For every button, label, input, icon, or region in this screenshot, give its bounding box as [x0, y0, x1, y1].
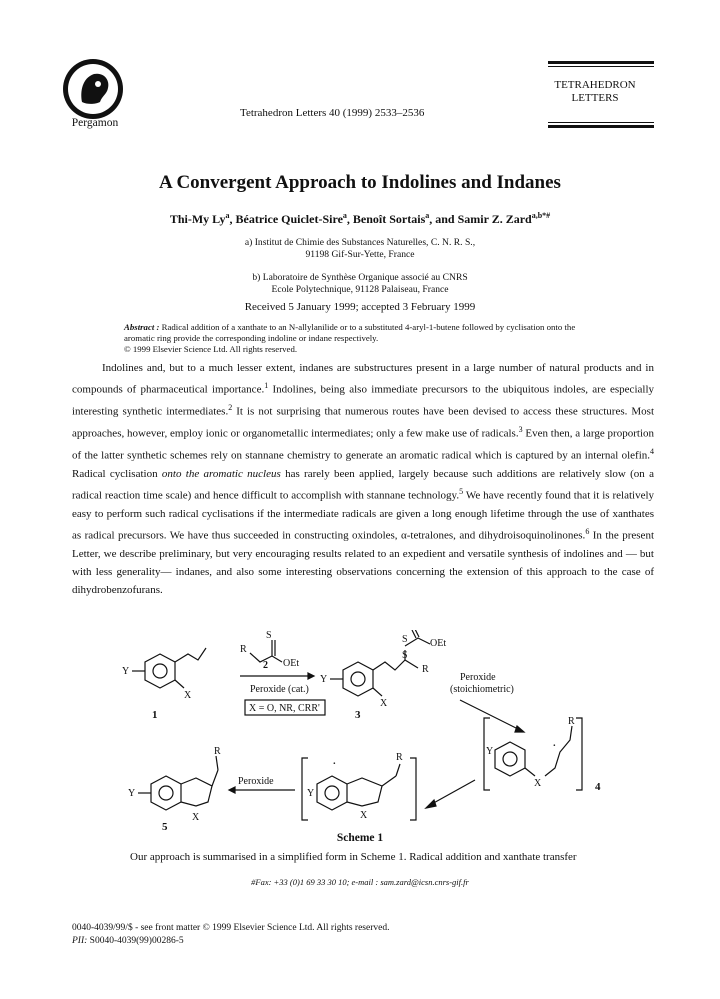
r-group-label: R [214, 746, 221, 757]
substituent-label: Y [320, 674, 328, 685]
abstract-copyright: © 1999 Elsevier Science Ltd. All rights reserved. [124, 344, 298, 354]
substituent-label: Y [486, 746, 494, 757]
xanthate-r-label: R [240, 644, 247, 655]
radical-dot: · [552, 739, 557, 754]
reaction-scheme [100, 630, 620, 830]
compound-number-1: 1 [152, 709, 158, 721]
abstract-label: Abstract : [124, 322, 160, 332]
heteroatom-label: X [360, 810, 368, 821]
radical-dot: · [332, 757, 337, 772]
heteroatom-label: X [192, 812, 200, 823]
xanthate-s-label: S [266, 630, 272, 641]
footer-copyright: 0040-4039/99/$ - see front matter © 1999 Elsevier Science Ltd. All rights reserved. [72, 923, 390, 933]
text-run: In the present Letter, we describe preliminary, but very encouraging results related to an expedient and versatile synthesis of indolines and — but with less generality— indanes, and also some interesting observations concerning the extension of this approach to the case of dihydrobenzofurans. [72, 529, 654, 597]
reference-mark[interactable]: 4 [650, 446, 654, 456]
footer-pii [72, 936, 184, 946]
compound-number-2: 2 [263, 660, 268, 671]
header-rule-top-thin [548, 66, 654, 67]
heteroatom-label: X [184, 690, 192, 701]
journal-name [540, 79, 650, 105]
heteroatom-label: X [380, 698, 388, 709]
reagent-stoichiometric-note: (stoichiometric) [450, 684, 514, 695]
header-rule-bottom-thin [548, 122, 654, 123]
benzene-ring-1 [132, 648, 206, 688]
reference-mark[interactable]: 2 [228, 403, 233, 413]
body-text [72, 359, 654, 599]
r-group-label: R [568, 716, 575, 727]
r-group-label: R [396, 752, 403, 763]
sulfur-label: S [402, 650, 408, 661]
received-dates: Received 5 January 1999; accepted 3 February 1999 [244, 301, 476, 313]
text-run: has rarely been applied, largely because such additions are relatively slow (on a radical reaction time scale) and hence difficult to accomplish with stannane technology. [72, 467, 654, 502]
bracket-right [410, 758, 416, 820]
author-affil-mark: a [425, 211, 430, 220]
abstract [124, 322, 604, 355]
reaction-arrow-3 [430, 780, 475, 805]
author-affil-mark: a [225, 211, 230, 220]
reference-mark[interactable]: 6 [585, 526, 590, 536]
publisher-name: Pergamon [71, 117, 119, 129]
pii-value: S0040-4039(99)00286-5 [87, 936, 184, 946]
author-affil-mark: a,b*# [531, 211, 551, 220]
compound-number-5: 5 [162, 821, 168, 830]
radical-intermediate [317, 764, 400, 810]
journal-citation: Tetrahedron Letters 40 (1999) 2533–2536 [240, 107, 425, 119]
compound-number-3: 3 [355, 709, 361, 721]
affiliation-a-line-1: a) Institut de Chimie des Substances Naturelles, C. N. R. S., [244, 237, 476, 248]
author-name: Thi-My Ly [169, 212, 226, 226]
condition-text: X = O, NR, CRR' [249, 703, 320, 714]
header-rule-bottom [548, 125, 654, 128]
reference-mark[interactable]: 3 [518, 424, 523, 434]
text-run: It is not surprising that numerous routes have been devised to access these structures. Most approaches, however, employ ionic or organometallic intermediates; only a few make use of radicals. [72, 405, 655, 440]
reagent-catalytic: Peroxide (cat.) [250, 684, 309, 695]
author-name: Béatrice Quiclet-Sire [235, 212, 343, 226]
scheme-caption: Scheme 1 [336, 832, 384, 844]
arrowhead [308, 673, 314, 679]
oet-label: OEt [430, 638, 447, 649]
paper-title: A Convergent Approach to Indolines and Indanes [159, 172, 561, 193]
correspondence-footnote: #Fax: +33 (0)1 69 33 30 10; e-mail : sam.zard@icsn.cnrs-gif.fr [251, 877, 469, 887]
bracket-right [576, 718, 582, 790]
arrowhead [426, 800, 436, 808]
author-name: Benoît Sortais [352, 212, 426, 226]
reagent-peroxide: Peroxide [238, 776, 274, 787]
xanthate-structure [250, 640, 282, 662]
compound-number-4: 4 [595, 781, 601, 793]
text-run: Even then, a large proportion of the latter synthetic schemes rely on stannane chemistry to generate an aromatic radical which is captured by an internal olefin. [72, 427, 654, 462]
arrowhead [515, 726, 524, 732]
pii-label: PII: [72, 936, 88, 946]
substituent-label: Y [307, 788, 315, 799]
emphasis: onto the aromatic nucleus [161, 467, 281, 480]
reference-mark[interactable]: 1 [264, 381, 269, 391]
reagent-stoichiometric: Peroxide [460, 672, 496, 683]
substituent-label: Y [128, 788, 136, 799]
r-group-label: R [422, 664, 429, 675]
text-run: Indolines and, but to a much lesser extent, indanes are substructures present in a large number of natural products and in compounds of pharmaceutical importance. [72, 362, 654, 396]
journal-line-2: LETTERS [571, 92, 619, 104]
author-affil-mark: a [342, 211, 347, 220]
benzene-ring-5 [138, 756, 218, 810]
text-run: We have recently found that it is relatively easy to perform such radical cyclisations if the intermediate radicals are given a long enough lifetime through the use of xanthates as radical precursors. We have thus succeeded in constructing oxindoles, α-tetralones, and dihydroisoquinolinones. [72, 489, 655, 542]
author-name: Samir Z. Zard [457, 212, 532, 226]
paragraph [72, 359, 654, 599]
xanthate-oet-label: OEt [283, 658, 300, 669]
affiliation-b-line-2: Ecole Polytechnique, 91128 Palaiseau, France [271, 284, 449, 295]
abstract-text: Radical addition of a xanthate to an N-allylanilide or to a substituted 4-aryl-1-butene followed by cyclisation onto the aromatic ring provide the corresponding indoline or indane respectively. [124, 322, 576, 343]
thione-s-label: S [402, 634, 408, 645]
author-list: Thi-My Ly$^a$, Béatrice Quiclet-Sire$^a$, Benoît Sortais$^a$, and Samir Z. Zard$^{a,b*\#}$ [169, 211, 551, 226]
journal-line-1: TETRAHEDRON [554, 79, 636, 91]
substituent-label: Y [122, 666, 130, 677]
text-run: Indolines, being also immediate precursors to the ubiquitous indoles, are especially interesting synthetic intermediates. [72, 383, 654, 418]
text-run: Radical cyclisation [72, 467, 162, 480]
arrowhead [229, 787, 235, 793]
body-continuation: Our approach is summarised in a simplified form in Scheme 1. Radical addition and xanthate transfer [130, 851, 577, 863]
header-rule-top [548, 61, 654, 64]
benzene-ring-4 [495, 726, 572, 776]
affiliation-a-line-2: 91198 Gif-Sur-Yette, France [305, 249, 415, 260]
affiliation-b-line-1: b) Laboratoire de Synthèse Organique associé au CNRS [252, 272, 468, 283]
benzene-ring-3 [330, 630, 430, 696]
reference-mark[interactable]: 5 [459, 486, 464, 496]
heteroatom-label: X [534, 778, 542, 789]
reaction-arrow-2 [460, 700, 520, 730]
pergamon-logo [62, 58, 124, 120]
